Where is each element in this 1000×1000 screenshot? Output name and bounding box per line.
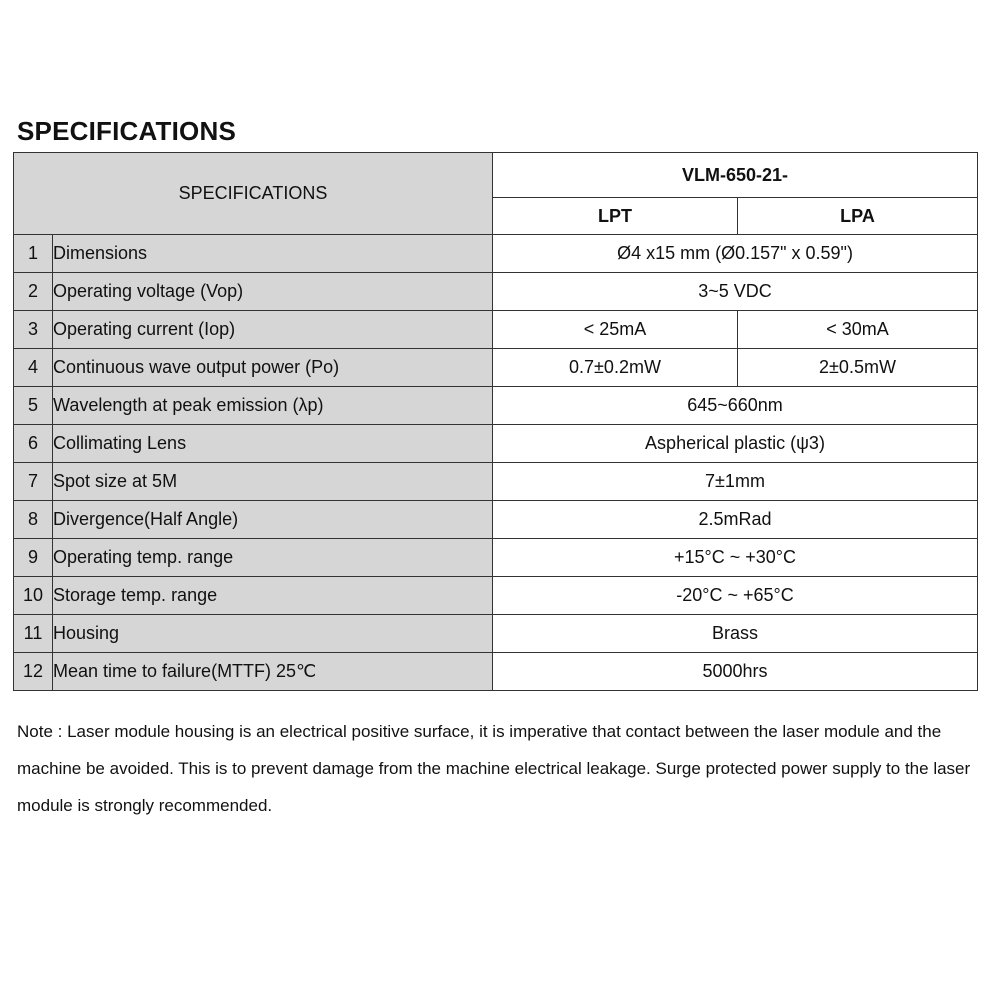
row-label: Operating temp. range: [53, 539, 493, 577]
row-label: Storage temp. range: [53, 577, 493, 615]
row-value-lpa: 2±0.5mW: [738, 349, 978, 387]
row-label: Dimensions: [53, 235, 493, 273]
row-number: 4: [14, 349, 53, 387]
row-number: 2: [14, 273, 53, 311]
table-row: [14, 311, 978, 349]
table-row: [14, 577, 978, 615]
row-number: 7: [14, 463, 53, 501]
row-label: Mean time to failure(MTTF) 25℃: [53, 653, 493, 691]
row-label: Operating current (Iop): [53, 311, 493, 349]
row-label: Operating voltage (Vop): [53, 273, 493, 311]
variant-header-lpt: LPT: [493, 198, 738, 235]
row-label: Spot size at 5M: [53, 463, 493, 501]
note-text: Note : Laser module housing is an electrical positive surface, it is imperative that contact between the laser module and the machine be avoided. This is to prevent damage from the machine electrical leakage. Surge protected power supply to the laser module is strongly recommended.: [17, 722, 971, 815]
table-row: [14, 425, 978, 463]
table-row: [14, 273, 978, 311]
variant-header-lpa: LPA: [738, 198, 978, 235]
row-value: +15°C ~ +30°C: [493, 539, 978, 577]
row-number: 1: [14, 235, 53, 273]
table-row: [14, 387, 978, 425]
table-header-specifications: SPECIFICATIONS: [14, 153, 493, 235]
row-number: 12: [14, 653, 53, 691]
table-row: [14, 501, 978, 539]
row-number: 10: [14, 577, 53, 615]
row-number: 5: [14, 387, 53, 425]
row-value: 7±1mm: [493, 463, 978, 501]
table-row: [14, 615, 978, 653]
row-value: Brass: [493, 615, 978, 653]
row-number: 6: [14, 425, 53, 463]
table-row: [14, 349, 978, 387]
row-value: Aspherical plastic (ψ3): [493, 425, 978, 463]
row-value: 3~5 VDC: [493, 273, 978, 311]
table-row: [14, 539, 978, 577]
row-label: Divergence(Half Angle): [53, 501, 493, 539]
specifications-table: [13, 152, 978, 691]
row-value: Ø4 x15 mm (Ø0.157" x 0.59"): [493, 235, 978, 273]
row-number: 11: [14, 615, 53, 653]
row-value-lpa: < 30mA: [738, 311, 978, 349]
page-title: SPECIFICATIONS: [17, 116, 237, 146]
model-header: VLM-650-21-: [493, 153, 978, 198]
row-label: Continuous wave output power (Po): [53, 349, 493, 387]
row-label: Wavelength at peak emission (λp): [53, 387, 493, 425]
row-value: 5000hrs: [493, 653, 978, 691]
row-value: 2.5mRad: [493, 501, 978, 539]
row-value: 645~660nm: [493, 387, 978, 425]
row-value: -20°C ~ +65°C: [493, 577, 978, 615]
row-value-lpt: 0.7±0.2mW: [493, 349, 738, 387]
row-value-lpt: < 25mA: [493, 311, 738, 349]
table-row: [14, 235, 978, 273]
row-label: Collimating Lens: [53, 425, 493, 463]
row-number: 9: [14, 539, 53, 577]
table-row: [14, 463, 978, 501]
row-number: 3: [14, 311, 53, 349]
row-label: Housing: [53, 615, 493, 653]
row-number: 8: [14, 501, 53, 539]
table-row: [14, 653, 978, 691]
